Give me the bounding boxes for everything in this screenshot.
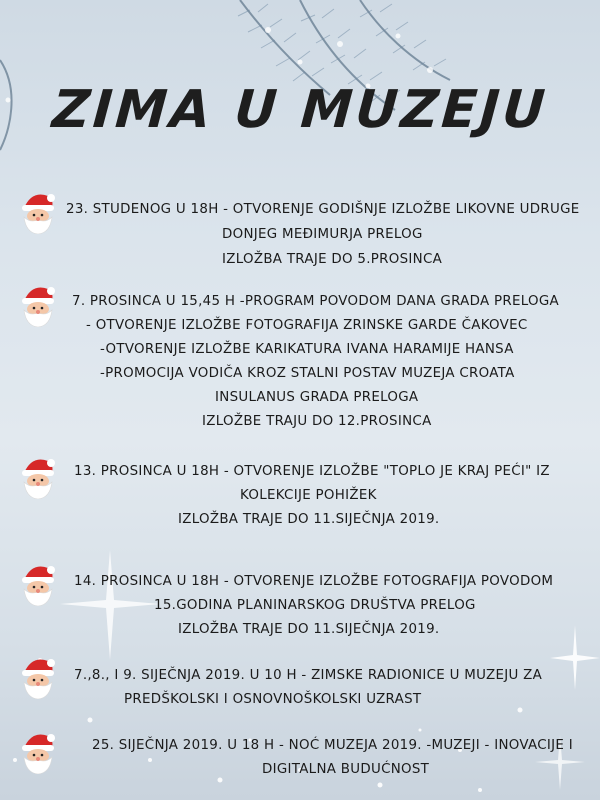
event-text-line: 14. PROSINCA U 18H - OTVORENJE IZLOŽBE FOTOGRAFIJA POVODOM (74, 574, 554, 589)
event-text-line: 15.GODINA PLANINARSKOG DRUŠTVA PRELOG (154, 598, 476, 613)
santa-icon (18, 190, 58, 234)
event-text-line: -OTVORENJE IZLOŽBE KARIKATURA IVANA HARAMIJE HANSA (100, 342, 514, 357)
event-text-line: IZLOŽBA TRAJE DO 11.SIJEČNJA 2019. (178, 622, 440, 637)
event-text-line: IZLOŽBA TRAJE DO 5.PROSINCA (222, 252, 443, 267)
event-text-line: KOLEKCIJE POHIŽEK (240, 488, 377, 503)
event-text-line: 25. SIJEČNJA 2019. U 18 H - NOĆ MUZEJA 2019. -MUZEJI - INOVACIJE I (92, 738, 573, 753)
santa-icon (18, 562, 58, 606)
santa-icon (18, 283, 58, 327)
event-text-line: DONJEG MEĐIMURJA PRELOG (222, 227, 423, 242)
event-text-line: -PROMOCIJA VODIČA KROZ STALNI POSTAV MUZEJA CROATA (100, 366, 515, 381)
santa-icon (18, 455, 58, 499)
santa-icon (18, 730, 58, 774)
event-text-line: IZLOŽBA TRAJE DO 11.SIJEČNJA 2019. (178, 512, 440, 527)
santa-icon (18, 655, 58, 699)
page-title: ZIMA U MUZEJU (50, 80, 550, 140)
event-text-line: 13. PROSINCA U 18H - OTVORENJE IZLOŽBE "TOPLO JE KRAJ PEĆI" IZ (74, 464, 550, 479)
event-text-line: INSULANUS GRADA PRELOGA (215, 390, 419, 405)
event-text-line: 23. STUDENOG U 18H - OTVORENJE GODIŠNJE IZLOŽBE LIKOVNE UDRUGE (66, 202, 580, 217)
event-text-line: IZLOŽBE TRAJU DO 12.PROSINCA (202, 414, 432, 429)
event-text-line: PREDŠKOLSKI I OSNOVNOŠKOLSKI UZRAST (124, 692, 422, 707)
event-text-line: - OTVORENJE IZLOŽBE FOTOGRAFIJA ZRINSKE GARDE ČAKOVEC (86, 318, 528, 333)
event-text-line: 7.,8., I 9. SIJEČNJA 2019. U 10 H - ZIMSKE RADIONICE U MUZEJU ZA (74, 668, 543, 683)
event-text-line: DIGITALNA BUDUĆNOST (262, 762, 430, 777)
event-text-line: 7. PROSINCA U 15,45 H -PROGRAM POVODOM DANA GRADA PRELOGA (72, 294, 559, 309)
